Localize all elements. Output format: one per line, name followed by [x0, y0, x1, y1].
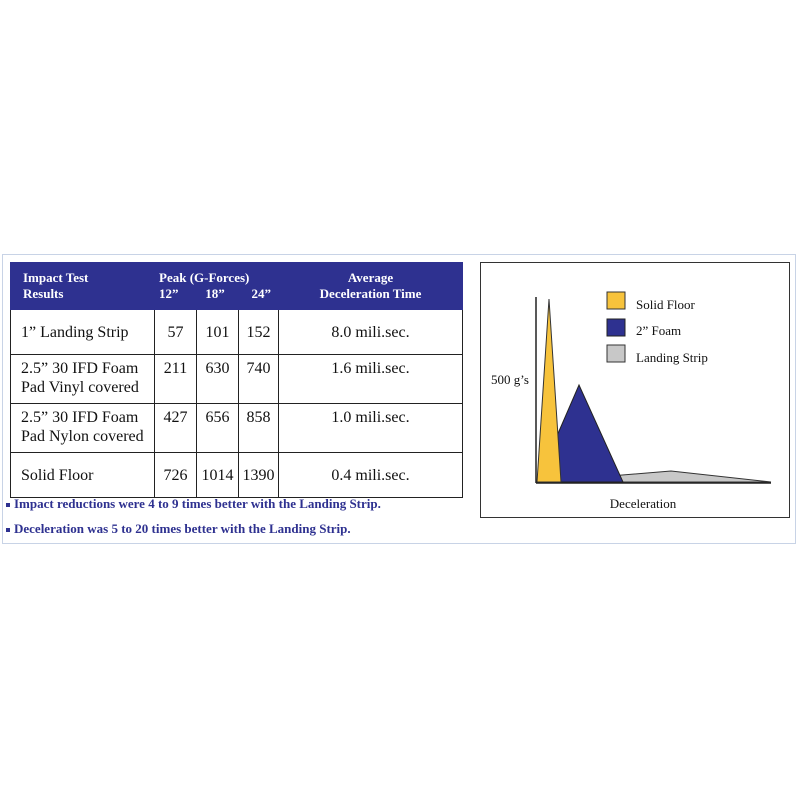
table-row [11, 404, 463, 453]
header-height-18: 18” [205, 286, 225, 301]
header-impact-test-line1: Impact Test [23, 270, 89, 285]
chart-svg [481, 263, 791, 519]
row-value-12: 427 [155, 404, 197, 453]
row-value-12: 211 [155, 355, 197, 404]
legend-swatch-landing-strip [607, 345, 625, 362]
row-value-24: 740 [239, 355, 279, 404]
row-value-18: 101 [197, 310, 239, 355]
row-value-12: 726 [155, 453, 197, 498]
header-average-line2: Deceleration Time [319, 286, 422, 301]
row-average: 1.0 mili.sec. [279, 404, 463, 453]
deceleration-chart [480, 262, 790, 518]
header-peak [155, 263, 279, 310]
row-average: 1.6 mili.sec. [279, 355, 463, 404]
impact-table [10, 262, 463, 498]
table-header-row [11, 263, 463, 310]
row-average: 0.4 mili.sec. [279, 453, 463, 498]
row-value-24: 152 [239, 310, 279, 355]
legend-label-landing-strip: Landing Strip [636, 350, 708, 365]
header-average-line1: Average [347, 270, 394, 285]
header-impact-test-line2: Results [23, 286, 64, 301]
legend-label-foam: 2” Foam [636, 323, 682, 338]
row-label: 2.5” 30 IFD Foam Pad Nylon covered [11, 404, 155, 453]
legend-swatch-solid-floor [607, 292, 625, 309]
row-label: 2.5” 30 IFD Foam Pad Vinyl covered [11, 355, 155, 404]
table-row [11, 355, 463, 404]
legend [607, 292, 708, 365]
note-deceleration: Deceleration was 5 to 20 times better with the Landing Strip. [6, 521, 351, 537]
header-impact-test [11, 263, 155, 310]
row-value-18: 1014 [197, 453, 239, 498]
bullet-icon [6, 503, 10, 507]
header-peak-title: Peak (G-Forces) [159, 270, 250, 285]
row-average: 8.0 mili.sec. [279, 310, 463, 355]
legend-swatch-foam [607, 319, 625, 336]
header-height-24: 24” [251, 286, 271, 301]
row-value-24: 1390 [239, 453, 279, 498]
table-row [11, 453, 463, 498]
y-axis-label: 500 g’s [491, 372, 529, 387]
row-label: Solid Floor [11, 453, 155, 498]
legend-label-solid-floor: Solid Floor [636, 297, 695, 312]
x-axis-label: Deceleration [609, 496, 677, 511]
table-row [11, 310, 463, 355]
header-height-12: 12” [159, 286, 179, 301]
note-impact-reductions: Impact reductions were 4 to 9 times better with the Landing Strip. [6, 496, 381, 512]
row-value-18: 630 [197, 355, 239, 404]
bullet-icon [6, 528, 10, 532]
row-label: 1” Landing Strip [11, 310, 155, 355]
row-value-24: 858 [239, 404, 279, 453]
row-value-12: 57 [155, 310, 197, 355]
row-value-18: 656 [197, 404, 239, 453]
series-solid-floor [537, 299, 561, 482]
header-average [279, 263, 463, 310]
